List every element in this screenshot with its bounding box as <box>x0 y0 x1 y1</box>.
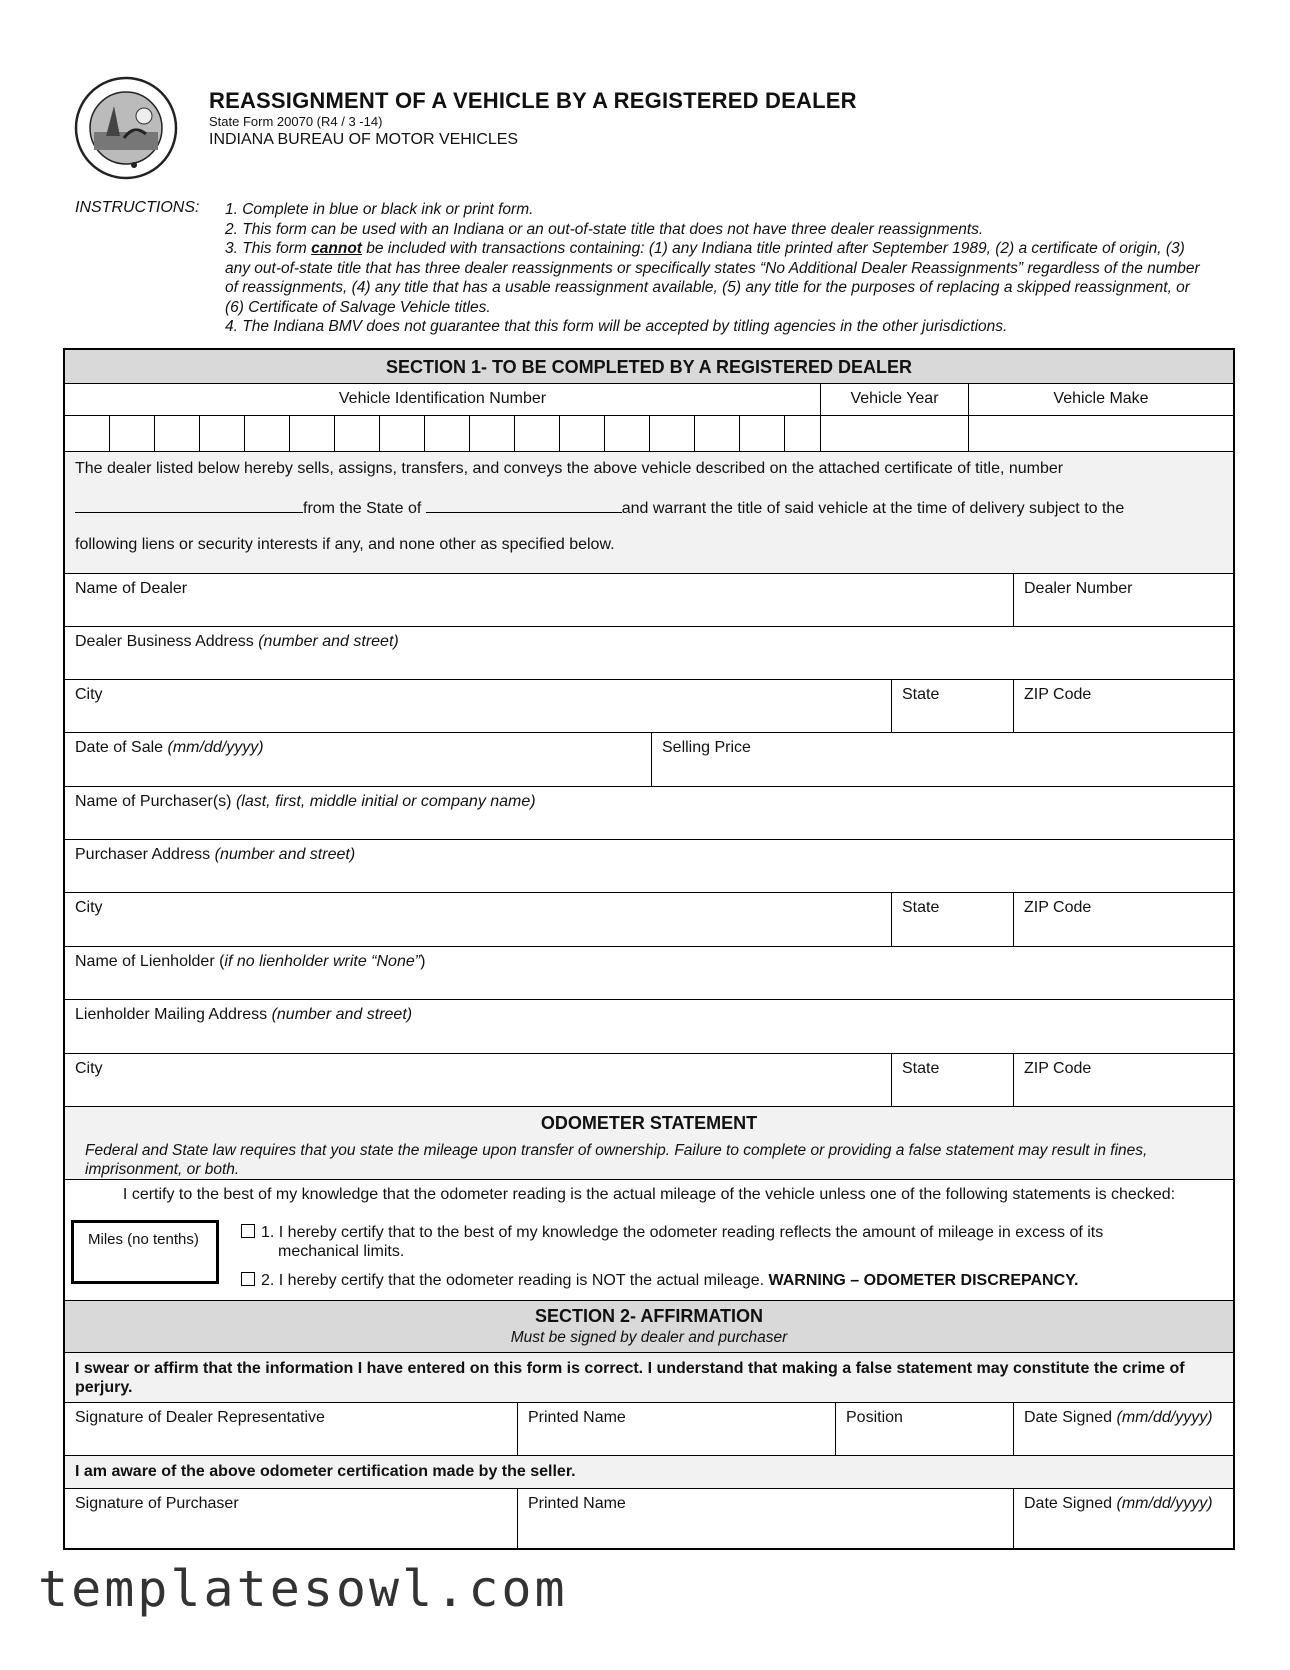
dealer-position-field[interactable]: Position <box>836 1403 1014 1455</box>
purchaser-printed-name-field[interactable]: Printed Name <box>518 1489 1014 1548</box>
vehicle-header-row <box>65 384 1233 416</box>
vin-char-field[interactable] <box>380 416 425 451</box>
transfer-statement: The dealer listed below hereby sells, assigns, transfers, and conveys the above vehicle described on the attached certificate of title, number from the State of and warrant the title of said vehicle at the time of delivery subject to the following liens or security interests if any, and none other as specified below. <box>65 452 1233 574</box>
odometer-option-1: 1. I hereby certify that to the best of my knowledge the odometer reading reflects the amount of mileage in excess of its <box>241 1224 1103 1242</box>
vin-char-field[interactable] <box>515 416 560 451</box>
purchaser-name-field[interactable]: Name of Purchaser(s) (last, first, middle initial or company name) <box>65 787 1233 840</box>
form-number: State Form 20070 (R4 / 3 -14) <box>209 114 383 129</box>
instructions-list <box>225 200 1205 337</box>
dealer-printed-name-field[interactable]: Printed Name <box>518 1403 836 1455</box>
dealer-city-field[interactable]: City <box>65 680 892 732</box>
vin-char-field[interactable] <box>785 416 821 451</box>
form-title: REASSIGNMENT OF A VEHICLE BY A REGISTERED DEALER <box>209 88 857 113</box>
dealer-number-field[interactable]: Dealer Number <box>1024 580 1133 597</box>
vin-char-field[interactable] <box>65 416 110 451</box>
date-of-sale-field[interactable]: Date of Sale (mm/dd/yyyy) <box>65 733 652 786</box>
affirmation-statement: I swear or affirm that the information I have entered on this form is correct. I understand that making a false statement may constitute the crime of perjury. <box>65 1353 1233 1403</box>
dealer-address-field[interactable]: Dealer Business Address (number and street) <box>65 627 1233 680</box>
odometer-option-2: 2. I hereby certify that the odometer reading is NOT the actual mileage. WARNING – ODOMETER DISCREPANCY. <box>241 1272 1078 1290</box>
not-actual-mileage-checkbox[interactable] <box>241 1272 255 1286</box>
agency-name: INDIANA BUREAU OF MOTOR VEHICLES <box>209 131 519 148</box>
vehicle-year-field[interactable] <box>821 416 969 451</box>
dealer-date-signed-field[interactable]: Date Signed (mm/dd/yyyy) <box>1024 1409 1213 1426</box>
vin-char-field[interactable] <box>695 416 740 451</box>
odometer-title: ODOMETER STATEMENT <box>540 1113 758 1133</box>
purchaser-state-field[interactable]: State <box>892 893 1014 946</box>
selling-price-field[interactable]: Selling Price <box>662 739 751 756</box>
vin-char-field[interactable] <box>155 416 200 451</box>
dealer-name-field[interactable]: Name of Dealer <box>65 574 1014 626</box>
lienholder-city-field[interactable]: City <box>65 1054 892 1106</box>
dealer-state-field[interactable]: State <box>892 680 1014 732</box>
vin-char-field[interactable] <box>650 416 695 451</box>
lienholder-city-row <box>65 1054 1233 1107</box>
title-state-field[interactable] <box>426 498 622 513</box>
vin-char-field[interactable] <box>290 416 335 451</box>
vehicle-make-field[interactable] <box>969 416 1233 451</box>
purchaser-date-signed-field[interactable]: Date Signed (mm/dd/yyyy) <box>1024 1495 1213 1512</box>
section2-header: SECTION 2- AFFIRMATION Must be signed by dealer and purchaser <box>65 1301 1233 1353</box>
purchaser-zip-field[interactable]: ZIP Code <box>1024 899 1092 916</box>
dealer-signature-row <box>65 1403 1233 1456</box>
dealer-city-row <box>65 680 1233 733</box>
vin-char-field[interactable] <box>110 416 155 451</box>
vin-char-field[interactable] <box>425 416 470 451</box>
odometer-warning: Federal and State law requires that you state the mileage upon transfer of ownership. Failure to complete or providing a false statement may result in fines, imprisonment, or both. <box>85 1142 1148 1178</box>
purchaser-signature-row <box>65 1489 1233 1548</box>
vin-char-field[interactable] <box>605 416 650 451</box>
section1-header: SECTION 1- TO BE COMPLETED BY A REGISTERED DEALER <box>65 350 1233 384</box>
vin-entry-row <box>65 416 1233 452</box>
instruction-item: 2. This form can be used with an Indiana or an out-of-state title that does not have three dealer reassignments. <box>225 220 984 238</box>
excess-mileage-checkbox[interactable] <box>241 1224 255 1238</box>
reassignment-form <box>63 348 1235 1550</box>
lienholder-zip-field[interactable]: ZIP Code <box>1024 1060 1092 1077</box>
purchaser-address-field[interactable]: Purchaser Address (number and street) <box>65 840 1233 893</box>
odometer-body: I certify to the best of my knowledge that the odometer reading is the actual mileage of the vehicle unless one of the following statements is checked: Miles (no tenths) 1. I hereby certify that to the best of my knowledge the odometer reading reflects the amount of mileage in excess of its mechanical limits. 2. I hereby certify that the odometer reading is NOT the actual mileage. WARNING – ODOMETER DISCREPANCY. <box>65 1180 1233 1301</box>
vin-char-field[interactable] <box>560 416 605 451</box>
instruction-item: 4. The Indiana BMV does not guarantee that this form will be accepted by titling agencies in the other jurisdictions. <box>225 318 1008 335</box>
dealer-name-row <box>65 574 1233 627</box>
vin-char-field[interactable] <box>200 416 245 451</box>
odometer-miles-field[interactable]: Miles (no tenths) <box>71 1220 219 1284</box>
lienholder-address-field[interactable]: Lienholder Mailing Address (number and street) <box>65 1000 1233 1054</box>
sale-row <box>65 733 1233 787</box>
purchaser-city-row <box>65 893 1233 947</box>
dealer-signature-field[interactable]: Signature of Dealer Representative <box>65 1403 518 1455</box>
purchaser-signature-field[interactable]: Signature of Purchaser <box>65 1489 518 1548</box>
title-number-field[interactable] <box>75 498 303 513</box>
instruction-item: 3. This form cannot be included with transactions containing: (1) any Indiana title printed after September 1989, (2) a certificate of origin, (3) any out-of-state title that has three dealer reassignments or specifically states “No Additional Dealer Reassignments” regardless of the number of reassignments, (4) any title that has a usable reassignment available, (5) any title for the purposes of replacing a skipped reassignment, or (6) Certificate of Salvage Vehicle titles. <box>225 240 1200 316</box>
dealer-zip-field[interactable]: ZIP Code <box>1024 686 1092 703</box>
lienholder-name-field[interactable]: Name of Lienholder (if no lienholder write “None”) <box>65 947 1233 1000</box>
watermark: templatesowl.com <box>38 1560 568 1618</box>
odometer-certify: I certify to the best of my knowledge that the odometer reading is the actual mileage of the vehicle unless one of the following statements is checked: <box>122 1186 1176 1203</box>
purchaser-awareness: I am aware of the above odometer certification made by the seller. <box>65 1456 1233 1489</box>
vin-label: Vehicle Identification Number <box>338 390 547 407</box>
lienholder-state-field[interactable]: State <box>892 1054 1014 1106</box>
instruction-item: 1. Complete in blue or black ink or print form. <box>225 201 534 218</box>
vin-char-field[interactable] <box>245 416 290 451</box>
vin-char-field[interactable] <box>740 416 785 451</box>
vin-char-field[interactable] <box>470 416 515 451</box>
purchaser-city-field[interactable]: City <box>65 893 892 946</box>
vehicle-year-label: Vehicle Year <box>850 390 939 407</box>
indiana-state-seal-icon <box>74 76 178 180</box>
instructions-label: INSTRUCTIONS: <box>75 199 200 216</box>
vin-char-field[interactable] <box>335 416 380 451</box>
odometer-header <box>65 1107 1233 1180</box>
vehicle-make-label: Vehicle Make <box>1053 390 1149 407</box>
